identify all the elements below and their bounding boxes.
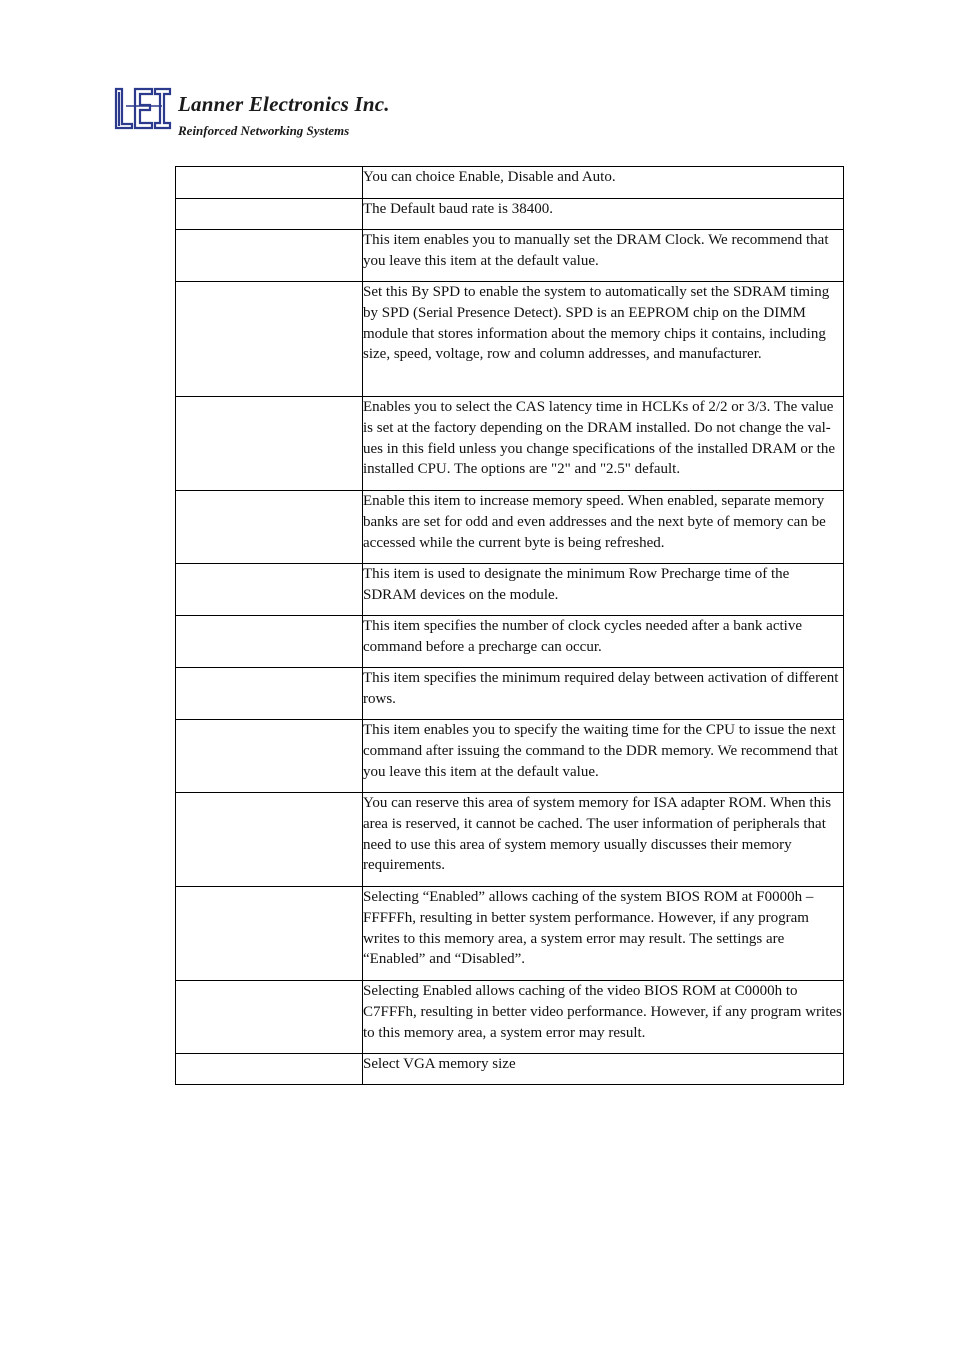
setting-description: Selecting “Enabled” allows caching of the system BIOS ROM at F0000h – FFFFFh, resulting in better system performance. However, if any program writes to this memory area, a system error may result. The settings are “Enabled” and “Disabled”. <box>363 887 844 981</box>
setting-description: You can choice Enable, Disable and Auto. <box>363 167 844 199</box>
setting-name-cell <box>176 230 363 282</box>
setting-description: Enable this item to increase memory speed. When enabled, separate memory banks are set for odd and even addresses and the next byte of memory can be accessed while the current byte is being refreshed. <box>363 491 844 564</box>
setting-name-cell <box>176 1054 363 1085</box>
table-row <box>176 668 844 720</box>
table-row <box>176 564 844 616</box>
company-logo <box>112 86 412 144</box>
setting-description: This item is used to designate the minimum Row Precharge time of the SDRAM devices on the module. <box>363 564 844 616</box>
setting-name-cell <box>176 564 363 616</box>
setting-name-cell <box>176 887 363 981</box>
setting-description: Enables you to select the CAS latency time in HCLKs of 2/2 or 3/3. The value is set at the factory depending on the DRAM installed. Do not change the val-ues in this field unless you change specifications of the installed DRAM or the installed CPU. The options are "2" and "2.5" default. <box>363 397 844 491</box>
table-row <box>176 887 844 981</box>
table-row <box>176 1054 844 1085</box>
setting-description: Select VGA memory size <box>363 1054 844 1085</box>
table-row <box>176 282 844 397</box>
setting-description: This item enables you to specify the waiting time for the CPU to issue the next command after issuing the command to the DDR memory. We recommend that you leave this item at the default value. <box>363 720 844 793</box>
bios-settings-table <box>175 166 844 1085</box>
setting-description: Selecting Enabled allows caching of the video BIOS ROM at C0000h to C7FFFh, resulting in better video performance. However, if any program writes to this memory area, a system error may result. <box>363 981 844 1054</box>
setting-name-cell <box>176 720 363 793</box>
table-row <box>176 720 844 793</box>
lei-logo-icon <box>112 86 174 130</box>
setting-name-cell <box>176 397 363 491</box>
setting-description: Set this By SPD to enable the system to automatically set the SDRAM timing by SPD (Serial Presence Detect). SPD is an EEPROM chip on the DIMM module that stores information about the memory chips it contains, including size, speed, voltage, row and column addresses, and manufacturer. <box>363 282 844 397</box>
setting-name-cell <box>176 668 363 720</box>
table-row <box>176 981 844 1054</box>
table-row <box>176 199 844 230</box>
setting-name-cell <box>176 491 363 564</box>
table-row <box>176 793 844 887</box>
setting-name-cell <box>176 282 363 397</box>
setting-description: You can reserve this area of system memory for ISA adapter ROM. When this area is reserved, it cannot be cached. The user information of peripherals that need to use this area of system memory usually discusses their memory requirements. <box>363 793 844 887</box>
setting-name-cell <box>176 616 363 668</box>
table-row <box>176 491 844 564</box>
setting-name-cell <box>176 199 363 230</box>
company-name: Lanner Electronics Inc. <box>178 92 390 116</box>
table-row <box>176 230 844 282</box>
company-tagline: Reinforced Networking Systems <box>178 123 350 138</box>
setting-description: This item enables you to manually set the DRAM Clock. We recommend that you leave this item at the default value. <box>363 230 844 282</box>
setting-name-cell <box>176 793 363 887</box>
setting-description: This item specifies the number of clock cycles needed after a bank active command before a precharge can occur. <box>363 616 844 668</box>
setting-name-cell <box>176 981 363 1054</box>
table-row <box>176 616 844 668</box>
setting-description: This item specifies the minimum required delay between activation of different rows. <box>363 668 844 720</box>
table-row <box>176 167 844 199</box>
setting-name-cell <box>176 167 363 199</box>
table-row <box>176 397 844 491</box>
setting-description: The Default baud rate is 38400. <box>363 199 844 230</box>
